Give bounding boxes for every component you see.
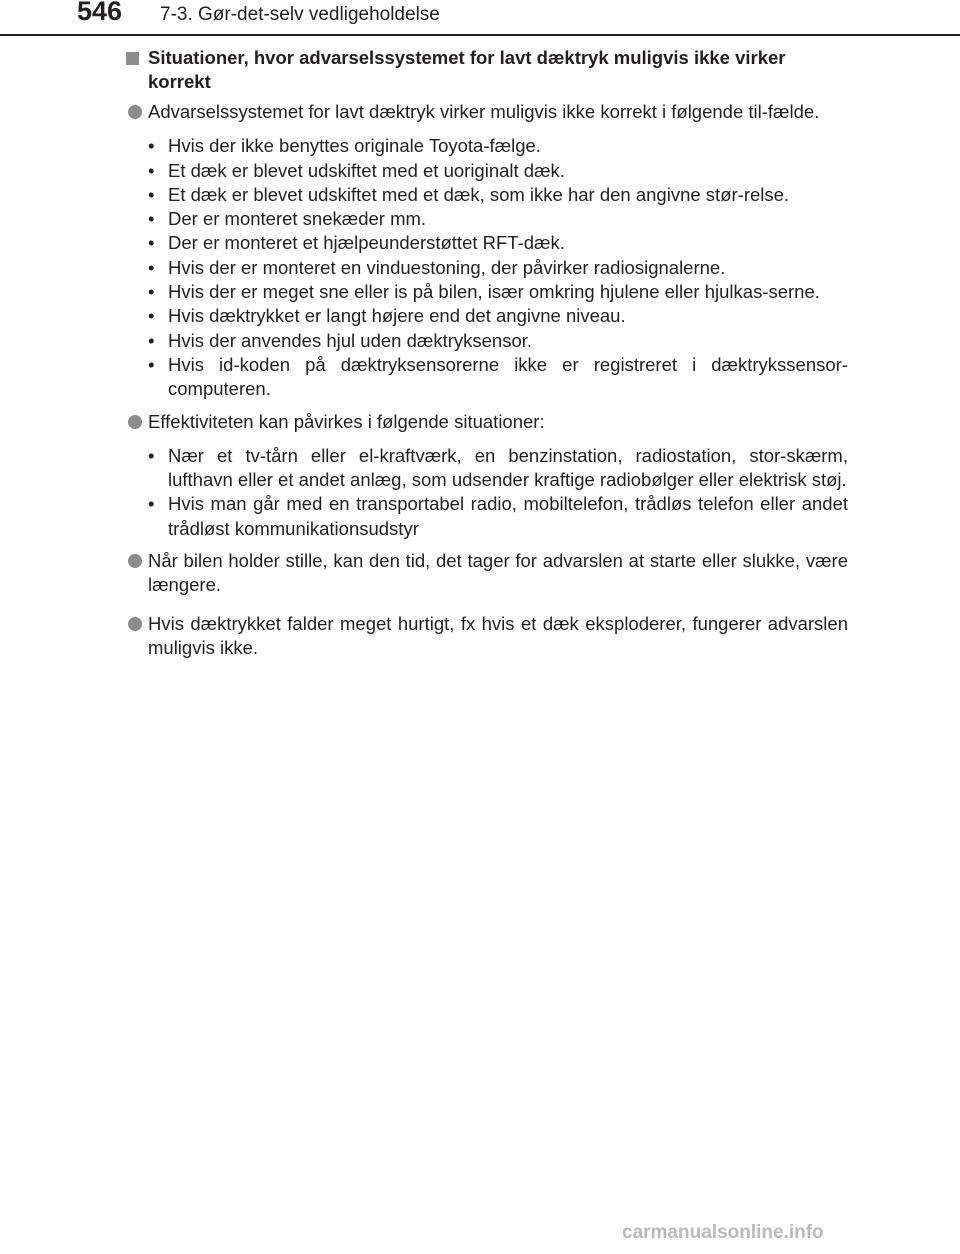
bullet-dot-icon: • [148,444,155,466]
bullet-text: Hvis der er meget sne eller is på bilen, især omkring hjulene eller hjulkas-serne. [168,281,820,303]
dot-paragraph [110,100,848,124]
dot-paragraph [110,410,848,434]
bullet-dot-icon: • [148,305,155,327]
bullet-list-item [148,207,848,231]
page-content [110,46,848,660]
chapter-title: 7-3. Gør-det-selv vedligeholdelse [160,4,440,25]
circle-bullet-icon [128,415,142,429]
dot-paragraph [110,612,848,661]
bullet-dot-icon: • [148,256,155,278]
bullet-text: Hvis der er monteret en vinduestoning, der påvirker radiosignalerne. [168,256,726,278]
bullet-text: Nær et tv-tårn eller el-kraftværk, en benzinstation, radiostation, stor-skærm, lufthavn eller et andet anlæg, som udsender kraftige radiobølger eller elektrisk støj. [168,444,848,491]
bullet-list-item [148,280,848,304]
bullet-text: Der er monteret snekæder mm. [168,208,427,230]
list-item [110,100,848,402]
page-header [0,0,960,40]
bullet-list-item [148,353,848,402]
bullet-dot-icon: • [148,329,155,351]
list-item [110,410,848,541]
bullet-list-item [148,444,848,493]
dot-paragraph-text: Når bilen holder stille, kan den tid, det tager for advarslen at starte eller slukke, være længere. [148,550,848,596]
bullet-text: Der er monteret et hjælpeunderstøttet RFT-dæk. [168,232,565,254]
dot-paragraph-text: Hvis dæktrykket falder meget hurtigt, fx hvis et dæk eksploderer, fungerer advarslen muligvis ikke. [148,612,848,658]
bullet-list [110,444,848,541]
circle-bullet-icon [128,617,142,631]
bullet-dot-icon: • [148,208,155,230]
bullet-list-item [148,159,848,183]
item-list [110,100,848,660]
bullet-dot-icon: • [148,493,155,515]
bullet-list [110,134,848,401]
dot-paragraph [110,549,848,598]
bullet-list-item [148,304,848,328]
dot-paragraph-text: Advarselssystemet for lavt dæktryk virker muligvis ikke korrekt i følgende til-fælde. [148,101,820,122]
bullet-dot-icon: • [148,159,155,181]
bullet-list-item [148,183,848,207]
bullet-text: Et dæk er blevet udskiftet med et dæk, som ikke har den angivne stør-relse. [168,183,790,205]
section-heading-text: Situationer, hvor advarselssystemet for lavt dæktryk muligvis ikke virker korrekt [148,47,786,92]
bullet-list-item [148,231,848,255]
bullet-list-item [148,134,848,158]
header-rule [0,34,960,36]
bullet-dot-icon: • [148,183,155,205]
bullet-text: Hvis man går med en transportabel radio, mobiltelefon, trådløs telefon eller andet trådløst kommunikationsudstyr [168,493,848,539]
bullet-dot-icon: • [148,353,155,375]
bullet-text: Hvis der ikke benyttes originale Toyota-fælge. [168,135,541,157]
bullet-text: Hvis der anvendes hjul uden dæktryksensor. [168,329,533,351]
section-heading [110,46,848,94]
list-item [110,612,848,661]
bullet-list-item [148,256,848,280]
circle-bullet-icon [128,105,142,119]
bullet-dot-icon: • [148,135,155,157]
list-item [110,549,848,598]
bullet-text: Et dæk er blevet udskiftet med et uoriginalt dæk. [168,159,565,181]
bullet-text: Hvis dæktrykket er langt højere end det angivne niveau. [168,305,626,327]
bullet-list-item [148,329,848,353]
square-bullet-icon [126,52,139,65]
dot-paragraph-text: Effektiviteten kan påvirkes i følgende situationer: [148,410,545,432]
page-number: 546 [77,0,123,26]
bullet-dot-icon: • [148,281,155,303]
watermark: carmanualsonline.info [622,1222,824,1243]
circle-bullet-icon [128,554,142,568]
bullet-list-item [148,492,848,541]
bullet-text: Hvis id-koden på dæktryksensorerne ikke er registreret i dæktrykssensor-computeren. [168,353,848,400]
bullet-dot-icon: • [148,232,155,254]
